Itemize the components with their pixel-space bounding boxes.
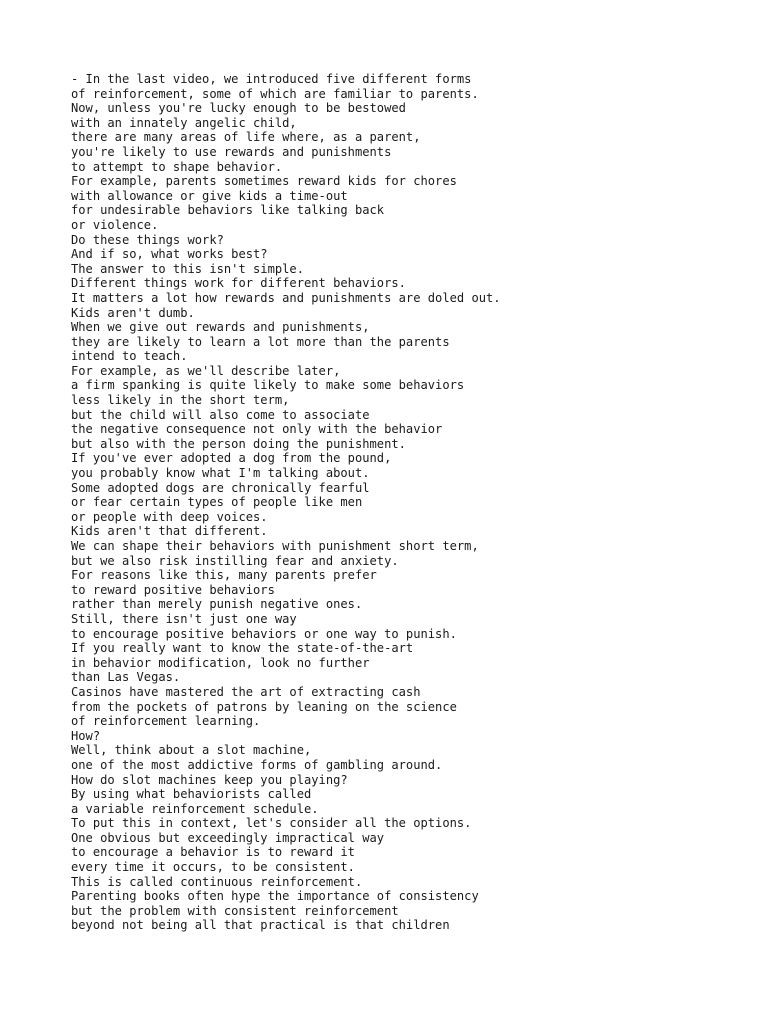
transcript-line: If you really want to know the state-of-the-art xyxy=(71,641,414,656)
transcript-line: It matters a lot how rewards and punishments are doled out. xyxy=(71,290,501,305)
transcript-line: Kids aren't dumb. xyxy=(71,305,195,320)
transcript-line: for undesirable behaviors like talking back xyxy=(71,203,385,218)
transcript-line: Do these things work? xyxy=(71,232,224,247)
transcript-line: there are many areas of life where, as a parent, xyxy=(71,130,421,145)
transcript-line: every time it occurs, to be consistent. xyxy=(71,860,355,875)
transcript-line: from the pockets of patrons by leaning on the science xyxy=(71,699,457,714)
transcript-line: but we also risk instilling fear and anxiety. xyxy=(71,553,399,568)
transcript-line: but the problem with consistent reinforcement xyxy=(71,903,399,918)
transcript-line: or violence. xyxy=(71,217,159,232)
transcript-line: Still, there isn't just one way xyxy=(71,611,297,626)
transcript-line: This is called continuous reinforcement. xyxy=(71,874,363,889)
transcript-line: Some adopted dogs are chronically fearful xyxy=(71,480,370,495)
transcript-line: We can shape their behaviors with punishment short term, xyxy=(71,539,479,553)
transcript-line: one of the most addictive forms of gambling around. xyxy=(71,757,443,772)
transcript-line: If you've ever adopted a dog from the pound, xyxy=(71,451,392,466)
transcript-line: you're likely to use rewards and punishments xyxy=(71,144,392,159)
transcript-line: beyond not being all that practical is that children xyxy=(71,918,450,933)
transcript-line: to encourage positive behaviors or one way to punish. xyxy=(71,626,457,641)
transcript-line: Parenting books often hype the importance of consistency xyxy=(71,889,479,904)
transcript-line: Well, think about a slot machine, xyxy=(71,743,312,758)
transcript-line: with an innately angelic child, xyxy=(71,115,297,130)
transcript-line: a variable reinforcement schedule. xyxy=(71,801,319,816)
transcript-line: to attempt to shape behavior. xyxy=(71,159,283,174)
transcript-line: you probably know what I'm talking about. xyxy=(71,466,370,481)
transcript-line: One obvious but exceedingly impractical way xyxy=(71,830,385,845)
transcript-line: in behavior modification, look no further xyxy=(71,655,370,670)
transcript-line: they are likely to learn a lot more than the parents xyxy=(71,334,450,349)
transcript-line: When we give out rewards and punishments, xyxy=(71,320,370,335)
transcript-line: with allowance or give kids a time-out xyxy=(71,188,348,203)
transcript-line: rather than merely punish negative ones. xyxy=(71,597,363,612)
transcript-line: but the child will also come to associate xyxy=(71,407,370,422)
transcript-line: How do slot machines keep you playing? xyxy=(71,772,348,787)
transcript-line: For reasons like this, many parents prefer xyxy=(71,568,377,583)
transcript-line: For example, parents sometimes reward kids for chores xyxy=(71,174,457,189)
transcript-line: to reward positive behaviors xyxy=(71,582,275,597)
transcript-line: but also with the person doing the punishment. xyxy=(71,436,406,451)
transcript-line: or people with deep voices. xyxy=(71,509,268,524)
transcript-line: less likely in the short term, xyxy=(71,393,290,408)
transcript-line: a firm spanking is quite likely to make some behaviors xyxy=(71,378,465,393)
transcript-line: The answer to this isn't simple. xyxy=(71,261,304,276)
transcript-line: For example, as we'll describe later, xyxy=(71,363,341,378)
transcript-line: to encourage a behavior is to reward it xyxy=(71,845,355,860)
transcript-line: the negative consequence not only with the behavior xyxy=(71,422,443,437)
transcript-line: Casinos have mastered the art of extracting cash xyxy=(71,684,421,699)
transcript-line: To put this in context, let's consider all the options. xyxy=(71,816,472,831)
transcript-line: Now, unless you're lucky enough to be bestowed xyxy=(71,101,406,116)
transcript-line: Different things work for different behaviors. xyxy=(71,276,406,291)
transcript-line: than Las Vegas. xyxy=(71,670,181,685)
transcript-line: And if so, what works best? xyxy=(71,247,268,262)
transcript-line: intend to teach. xyxy=(71,349,188,364)
transcript-line: or fear certain types of people like men xyxy=(71,495,363,510)
transcript-line: of reinforcement, some of which are familiar to parents. xyxy=(71,86,479,101)
transcript-line: of reinforcement learning. xyxy=(71,714,261,729)
transcript-line: By using what behaviorists called xyxy=(71,787,312,802)
transcript-line: - In the last video, we introduced five different forms xyxy=(71,72,472,86)
transcript-line: Kids aren't that different. xyxy=(71,524,268,539)
transcript-text xyxy=(71,72,501,933)
transcript-line: How? xyxy=(71,728,101,743)
